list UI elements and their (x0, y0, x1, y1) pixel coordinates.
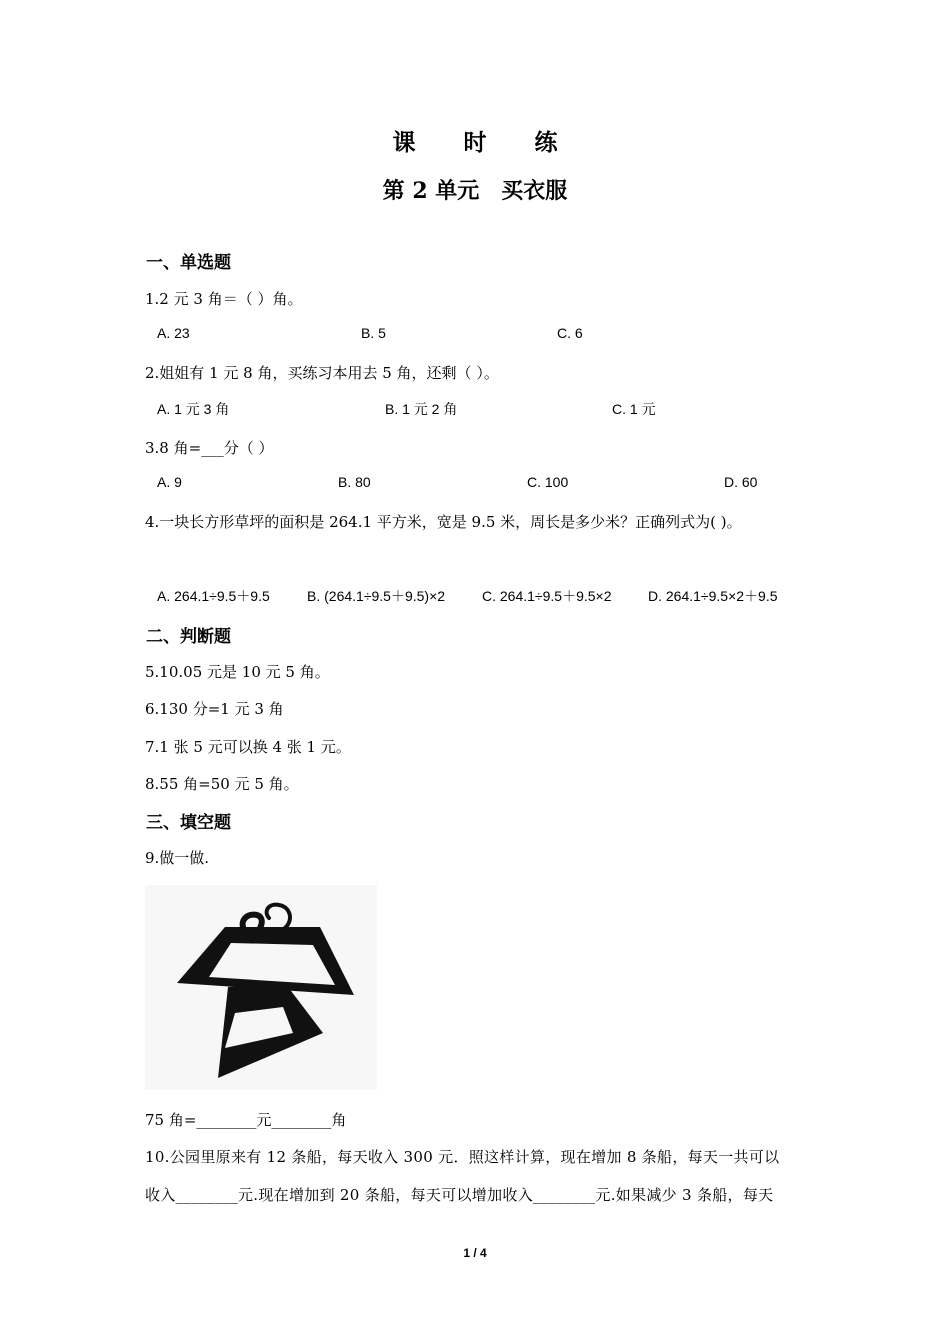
q2-option-a: A. 1 元 3 角 (157, 401, 230, 417)
page-number: 1 / 4 (463, 1246, 487, 1260)
hangers-image (145, 885, 377, 1090)
q3-option-b: B. 80 (338, 474, 371, 490)
page-title: 课 时 练 (392, 129, 578, 156)
question-3: 3.8 角=___分（ ） (145, 439, 274, 457)
question-9-answer: 75 角=________元________角 (145, 1111, 347, 1129)
question-9: 9.做一做. (145, 849, 210, 867)
section-fill-blank: 三、填空题 (146, 813, 231, 833)
question-2: 2.姐姐有 1 元 8 角，买练习本用去 5 角，还剩（ ）。 (145, 364, 499, 382)
question-10-line-1: 10.公园里原来有 12 条船，每天收入 300 元．照这样计算，现在增加 8 条船，每天一共可以 (145, 1148, 780, 1166)
section-true-false: 二、判断题 (146, 627, 231, 647)
q2-option-b: B. 1 元 2 角 (385, 401, 458, 417)
q3-option-c: C. 100 (527, 474, 569, 490)
q1-option-a: A. 23 (157, 325, 190, 341)
q1-option-c: C. 6 (557, 325, 583, 341)
q3-option-a: A. 9 (157, 474, 182, 490)
question-8: 8.55 角=50 元 5 角。 (145, 775, 299, 793)
question-1: 1.2 元 3 角＝（ ）角。 (145, 290, 303, 308)
question-4: 4.一块长方形草坪的面积是 264.1 平方米，宽是 9.5 米，周长是多少米？正确列式为( )。 (145, 513, 742, 531)
q3-option-d: D. 60 (724, 474, 758, 490)
question-7: 7.1 张 5 元可以换 4 张 1 元。 (145, 738, 351, 756)
q2-option-c: C. 1 元 (612, 401, 656, 417)
question-10-line-2: 收入________元.现在增加到 20 条船，每天可以增加收入________元.如果减少 3 条船，每天 (145, 1186, 774, 1204)
q4-option-b: B. (264.1÷9.5＋9.5)×2 (307, 588, 446, 604)
section-single-choice: 一、单选题 (146, 253, 231, 273)
question-6: 6.130 分=1 元 3 角 (145, 700, 284, 718)
unit-subtitle: 第 2 单元 买衣服 (382, 178, 568, 204)
question-5: 5.10.05 元是 10 元 5 角。 (145, 663, 330, 681)
q4-option-d: D. 264.1÷9.5×2＋9.5 (648, 588, 778, 604)
q4-option-a: A. 264.1÷9.5＋9.5 (157, 588, 270, 604)
q4-option-c: C. 264.1÷9.5＋9.5×2 (482, 588, 612, 604)
q1-option-b: B. 5 (361, 325, 386, 341)
